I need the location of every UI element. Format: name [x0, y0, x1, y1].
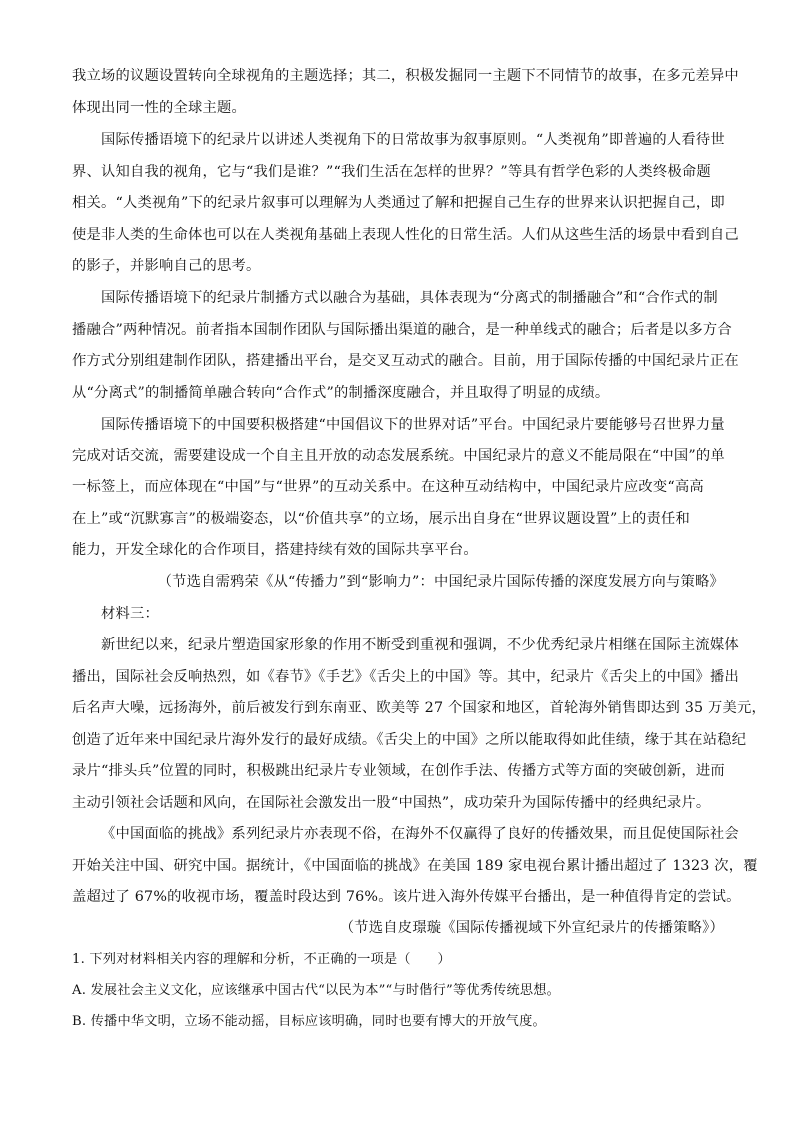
- paragraph-line: 相关。“人类视角”下的纪录片叙事可以理解为人类通过了解和把握自己生存的世界来认识把握自己，即: [72, 195, 725, 211]
- paragraph-line: 在上”或“沉默寡言”的极端姿态，以“价值共享”的立场，展示出自身在“世界议题设置”上的责任和: [72, 511, 690, 527]
- paragraph-line: 录片“排头兵”位置的同时，积极跳出纪录片专业领域，在创作手法、传播方式等方面的突破创新，进而: [72, 763, 725, 779]
- paragraph-line: 新世纪以来，纪录片塑造国家形象的作用不断受到重视和强调，不少优秀纪录片相继在国际主流媒体: [101, 637, 739, 653]
- paragraph-line: 国际传播语境下的纪录片以讲述人类视角下的日常故事为叙事原则。“人类视角”即普遍的人看待世: [101, 132, 725, 148]
- paragraph-line: 的影子，并影响自己的思考。: [72, 258, 261, 274]
- question-stem: 1. 下列对材料相关内容的理解和分析，不正确的一项是（ ）: [72, 952, 451, 967]
- option-b: B. 传播中华文明，立场不能动摇，目标应该明确，同时也要有博大的开放气度。: [72, 1014, 546, 1029]
- paragraph-line: 作方式分别组建制作团队，搭建播出平台，是交叉互动式的融合。目前，用于国际传播的中国纪录片正在: [72, 353, 739, 369]
- paragraph-line: 创造了近年来中国纪录片海外发行的最好成绩。《舌尖上的中国》之所以能取得如此佳绩，缘于其在站稳纪: [72, 732, 747, 748]
- paragraph-line: 播融合”两种情况。前者指本国制作团队与国际播出渠道的融合，是一种单线式的融合；后者是以多方合: [72, 322, 732, 338]
- option-a: A. 发展社会主义文化，应该继承中国古代“以民为本”“与时偕行”等优秀传统思想。: [72, 983, 561, 998]
- source-citation: （节选自皮璟璇《国际传播视域下外宣纪录片的传播策略》）: [339, 920, 724, 936]
- paragraph-line: 后名声大噪，远扬海外，前后被发行到东南亚、欧美等 27 个国家和地区，首轮海外销售即达到 35 万美元，: [72, 700, 767, 716]
- paragraph-line: 开始关注中国、研究中国。据统计，《中国面临的挑战》在美国 189 家电视台累计播出超过了 1323 次，覆: [72, 858, 758, 874]
- paragraph-line: 一标签上，而应体现在“中国”与“世界”的互动关系中。在这种互动结构中，中国纪录片应改变“高高: [72, 479, 704, 495]
- paragraph-line: 界、认知自我的视角，它与“我们是谁？”“我们生活在怎样的世界？”等具有哲学色彩的人类终极命题: [72, 164, 711, 180]
- paragraph-line: 我立场的议题设置转向全球视角的主题选择；其二，积极发掘同一主题下不同情节的故事，在多元差异中: [72, 68, 739, 84]
- paragraph-line: 国际传播语境下的纪录片制播方式以融合为基础，具体表现为“分离式的制播融合”和“合作式的制: [101, 290, 718, 306]
- paragraph-line: 国际传播语境下的中国要积极搭建“中国倡议下的世界对话”平台。中国纪录片要能够号召世界力量: [101, 417, 725, 433]
- paragraph-line: 主动引领社会话题和风向，在国际社会激发出一股“中国热”，成功荣升为国际传播中的经典纪录片。: [72, 795, 711, 811]
- paragraph-line: 能力，开发全球化的合作项目，搭建持续有效的国际共享平台。: [72, 542, 478, 558]
- paragraph-line: 《中国面临的挑战》系列纪录片亦表现不俗，在海外不仅赢得了良好的传播效果，而且促使国际社会: [101, 826, 739, 842]
- paragraph-line: 从“分离式”的制播简单融合转向“合作式”的制播深度融合，并且取得了明显的成绩。: [72, 385, 610, 401]
- paragraph-line: 盖超过了 67%的收视市场，覆盖时段达到 76%。该片进入海外传媒平台播出，是一种值得肯定的尝试。: [72, 889, 741, 905]
- section-heading: 材料三：: [101, 606, 159, 622]
- paragraph-line: 播出，国际社会反响热烈，如《春节》《手艺》《舌尖上的中国》等。其中，纪录片《舌尖上的中国》播出: [72, 669, 740, 685]
- source-citation: （节选自需鸦荣《从“传播力”到“影响力”：中国纪录片国际传播的深度发展方向与策略》: [157, 574, 724, 590]
- paragraph-line: 使是非人类的生命体也可以在人类视角基础上表现人性化的日常生活。人们从这些生活的场景中看到自己: [72, 227, 739, 243]
- paragraph-line: 完成对话交流，需要建设成一个自主且开放的动态发展系统。中国纪录片的意义不能局限在“中国”的单: [72, 448, 725, 464]
- paragraph-line: 体现出同一性的全球主题。: [72, 100, 246, 116]
